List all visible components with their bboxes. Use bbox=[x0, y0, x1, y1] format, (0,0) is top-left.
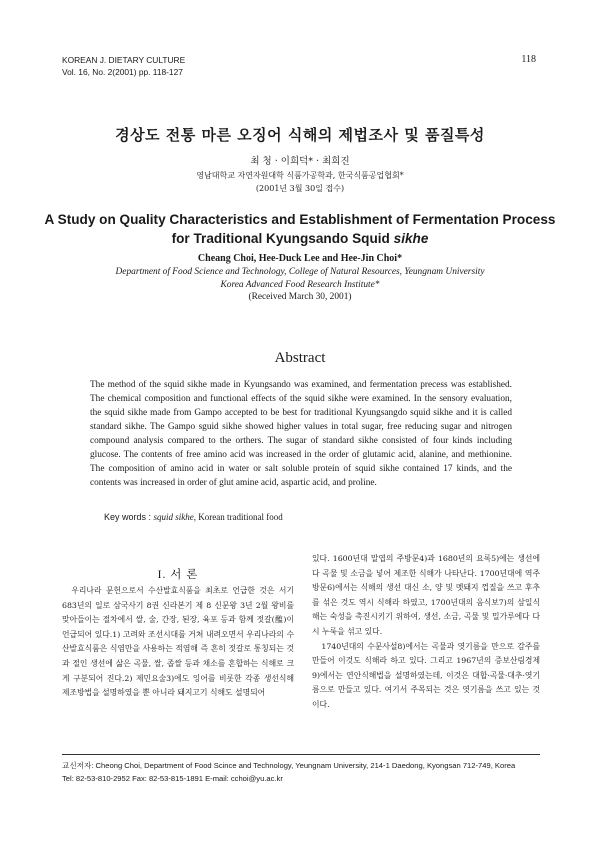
korean-title: 경상도 전통 마른 오징어 식해의 제법조사 및 품질특성 bbox=[115, 126, 485, 144]
body-paragraph: 우리나라 문헌으로서 수산발효식품을 최초로 언급한 것은 서기 683년의 일로 삼국사기 8권 신라본기 제 8 신문왕 3년 2월 왕비를 맞아들이는 절차에서 쌀, 술, 간장, 된장, 육포 등과 함께 젓갈(醢)이 언급되어 있다.1) 고려와 조선시대를 거쳐 내려오면서 우리나라의 수산발효식품은 식염만을 사용하는 적염해 즉 흔히 젓갈로 통칭되는 것과 절인 생선에 삶은 곡물, 쌀, 좁쌀 등과 채소를 혼합하는 식해로 크게 구분되어 진다.2) 제민요술3)에도 잉어를 비롯한 각종 생선식해 제조방법을 설명하였을 뿐 아니라 돼지고기 식해도 설명되어 bbox=[62, 586, 294, 698]
english-title-line1: A Study on Quality Characteristics and Establishment of Fermentation Process bbox=[44, 212, 556, 227]
footnote-contact: Tel: 82-53-810-2952 Fax: 82-53-815-1891 E-mail: cchoi@yu.ac.kr bbox=[62, 773, 283, 783]
body-paragraph: 1740년대의 수문사설8)에서는 곡물과 엿기름을 만으로 감주를 만들어 이것도 식해라 하고 있다. 그리고 1967년의 증보산림경제9)에서는 연안식해법을 설명하였는데, 이것은 대합·곡물·대추·엿기름으로 만들고 있다. 여기서 주목되는 것은 엿기름을 쓰고 있는 것이다. bbox=[312, 641, 540, 709]
keywords-label: Key words : bbox=[104, 512, 154, 522]
english-affiliation-dept: Department of Food Science and Technology, College of Natural Resources, Yeungnam University bbox=[115, 267, 485, 277]
body-column-left bbox=[62, 584, 294, 701]
english-received-date: (Received March 30, 2001) bbox=[248, 292, 352, 303]
english-title-italic: sikhe bbox=[393, 231, 429, 246]
english-title bbox=[40, 210, 560, 248]
page-number: 118 bbox=[521, 54, 536, 65]
journal-name: KOREAN J. DIETARY CULTURE bbox=[62, 55, 186, 65]
korean-affiliation: 영남대학교 자연자원대학 식품가공학과, 한국식품공업협회* bbox=[196, 171, 404, 180]
english-affiliation bbox=[40, 266, 560, 304]
journal-volume: Vol. 16, No. 2(2001) pp. 118-127 bbox=[62, 67, 183, 77]
keywords-rest: , Korean traditional food bbox=[193, 512, 283, 522]
english-title-prefix: for Traditional Kyungsando Squid bbox=[171, 231, 394, 246]
body-column-right bbox=[312, 552, 540, 713]
abstract-text: The method of the squid sikhe made in Kyungsando was examined, and fermentation precess was established. The chemical composition and functional effects of the squid sikhe were examined. In the sensory evaluation, the squid sikhe made from Gampo accepted to be best for traditional Kyungsangdo squid sikhe and it is called standard sikhe. The Gampo sguid sikhe showed higher values in total sugar, free reducing sugar and nitrogen compound analysis compared to the orthers. The sugar of standard sikhe consisted of four kinds including glucose. The contents of free amino acid was increased in the order of glutamic acid, alanine, and methionine. The composition of amino acid in water or salt soluble protein of squid sikhe contained 17 kinds, and the contents was increased in order of glut amine acid, aspartic acid, and proline. bbox=[90, 380, 512, 488]
keywords-italic: squid sikhe bbox=[153, 512, 194, 522]
body-paragraph: 있다. 1600년대 말엽의 주방문4)과 1680년의 요록5)에는 생선에다 곡물 및 소금을 넣어 제조한 식해가 나타난다. 1700년대에 역주방문6)에서는 식해의 생선 대신 소, 양 및 멧돼지 껍질을 쓰고 후추를 섞은 것도 역시 식해라 하였고, 1700년대의 음식보7)의 삼일식해는 숙성을 촉진시키기 위하여, 생선, 소금, 곡물 및 밀가루에다 다시 누룩을 섞고 있다. bbox=[312, 554, 540, 636]
journal-header bbox=[62, 54, 185, 78]
korean-authors: 최 청 · 이희덕* · 최희진 bbox=[250, 156, 350, 167]
english-affiliation-institute: Korea Advanced Food Research Institute* bbox=[220, 279, 380, 290]
keywords bbox=[104, 512, 283, 522]
korean-received-date: (2001년 3월 30일 접수) bbox=[255, 184, 345, 193]
footnote bbox=[62, 760, 515, 785]
section-heading: I. 서 론 bbox=[157, 569, 199, 581]
english-authors: Cheang Choi, Hee-Duck Lee and Hee-Jin Choi* bbox=[197, 253, 403, 264]
abstract-heading: Abstract bbox=[274, 350, 326, 366]
footnote-divider bbox=[62, 754, 540, 755]
english-title-line2 bbox=[40, 229, 560, 248]
footnote-corresponding-author: 교신저자: Cheong Choi, Department of Food Scince and Technology, Yeungnam University, 214-1 Daedong, Kyongsan 712-749, Korea bbox=[62, 761, 516, 770]
